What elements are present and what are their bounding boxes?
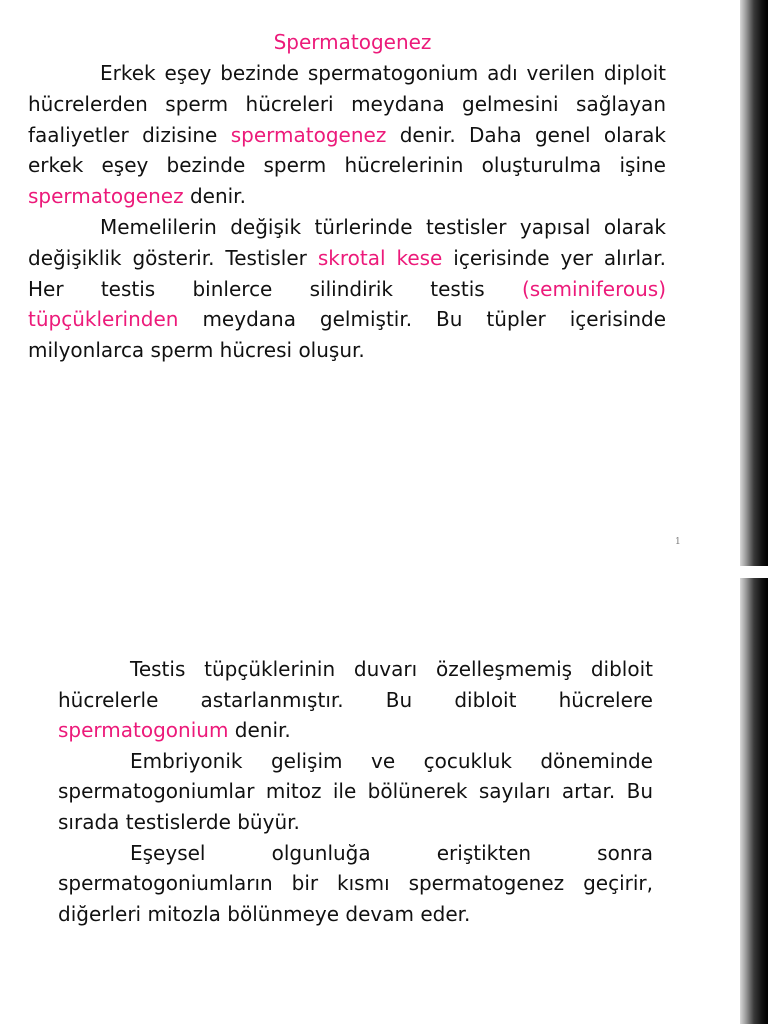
slide-edge-shadow (740, 578, 768, 1024)
paragraph-spermatogonium (58, 654, 653, 746)
highlight-term: (seminiferous) tüpçüklerinden (28, 276, 666, 332)
highlight-term: skrotal kese (317, 245, 443, 270)
text-run: denir. (183, 184, 246, 209)
text-run: denir. Daha genel olarak erkek eşey bezinde sperm hücrelerinin oluşturulma işine (28, 122, 666, 178)
slide-title: Spermatogenez (273, 30, 432, 54)
highlight-term: spermatogenez (28, 184, 184, 209)
text-run: denir. (228, 718, 291, 743)
text-run: meydana gelmiştir. Bu tüpler içerisinde milyonlarca sperm hücresi oluşur. (28, 307, 666, 363)
slide-body (28, 58, 666, 366)
paragraph-definition (28, 58, 666, 212)
paragraph-testis (28, 212, 666, 366)
slide-2 (0, 576, 740, 1024)
text-run: Testis tüpçüklerinin duvarı özelleşmemiş dibloit hücrelerle astarlanmıştır. Bu dibloit hücrelere (58, 657, 653, 712)
paragraph-embryonic: Embriyonik gelişim ve çocukluk döneminde spermatogoniumlar mitoz ile bölünerek sayıları artar. Bu sırada testislerde büyür. (58, 748, 653, 834)
highlight-term: spermatogonium (58, 718, 229, 743)
highlight-term: spermatogenez (230, 122, 387, 147)
slide-separator (740, 566, 768, 578)
paragraph-maturity: Eşeysel olgunluğa eriştikten sonra spermatogoniumların bir kısmı spermatogenez geçirir, diğerleri mitozla bölünmeye devam eder. (58, 840, 653, 926)
slide-edge-shadow (740, 0, 768, 566)
text-run: içerisinde yer alırlar. Her testis binlerce silindirik testis (28, 245, 667, 301)
page-number: 1 (675, 537, 681, 547)
text-run: Memelilerin değişik türlerinde testisler yapısal olarak değişiklik gösterir. Testisler (28, 214, 666, 270)
slide-body (58, 654, 653, 929)
text-run: Erkek eşey bezinde spermatogonium adı verilen diploit hücrelerden sperm hücreleri meydana gelmesini sağlayan faaliyetler dizisine (28, 61, 666, 147)
